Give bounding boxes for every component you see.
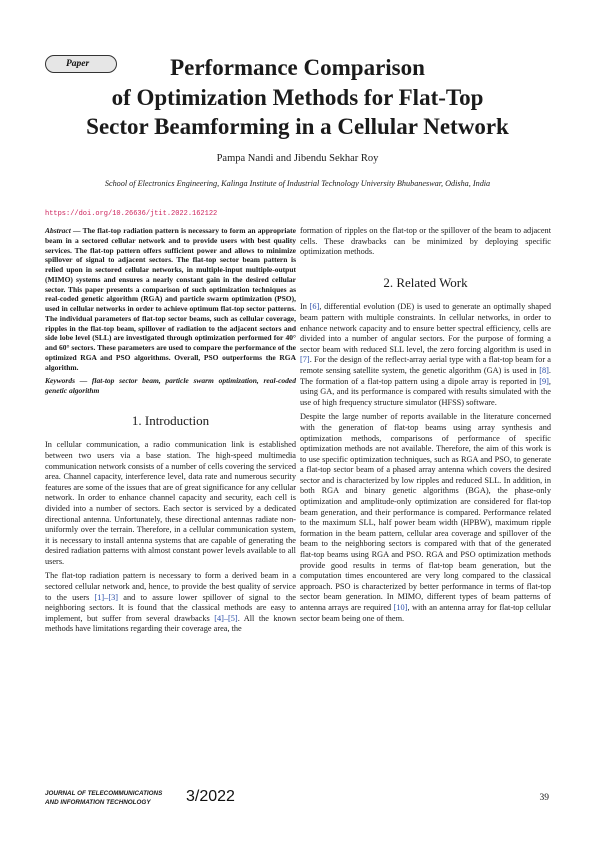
affiliation: School of Electronics Engineering, Kalinga Institute of Industrial Technology University Bhubaneswar, Odisha, India [104, 179, 491, 188]
citation-link[interactable]: [7] [300, 355, 310, 365]
citation-link[interactable]: [8] [539, 365, 549, 375]
keywords: Keywords — flat-top sector beam, particle swarm optimization, real-coded genetic algorithm [45, 376, 296, 395]
doi-link[interactable]: https://doi.org/10.26636/jtit.2022.162122 [45, 210, 218, 218]
abstract-lead: Abstract [45, 226, 71, 235]
title-line: of Optimization Methods for Flat-Top [111, 84, 484, 110]
citation-link[interactable]: [6] [309, 302, 320, 312]
title-line: Sector Beamforming in a Cellular Network [86, 114, 509, 139]
abstract-text: — The flat-top radiation pattern is necessary to form an appropriate beam in a sectored cellular network and to provide users with best quality services. The flat-top pattern offers sufficient power and allows to minimize spillover of signal to adjacent sectors. The flat-top sector beam pattern is relied upon in sectored cellular networks, in multiple-input multiple-output (MIMO) systems and ensures a nearly constant gain in the desired cellular sector. This paper presents a comparison of such optimization techniques as real-coded genetic algorithm (RGA) and particle swarm optimization (PSO), used in cellular networks in order to achieve optimum flat-top sector patterns. The individual parameters of flat-top sector beams, such as cellular coverage, ripples in the flat-top beam, spillover of radiation to the adjacent sectors and side lobe level (SLL) are investigated through optimization performed for 40° and 60° sectors. These parameters are used to compare the performance of the optimized RGA and PSO algorithms. Overall, PSO outperforms the RGA algorithm. [45, 226, 296, 372]
paper-type-badge: Paper [45, 55, 117, 73]
title-line: Performance Comparison [170, 55, 425, 80]
abstract [45, 226, 296, 372]
paper-title [60, 53, 535, 142]
section-heading-introduction: 1. Introduction [131, 412, 210, 428]
paragraph: The flat-top radiation pattern is necessary to form a derived beam in a sectored cellular network and, hence, to provide the best quality of service to the users [1]–[3] and to assure lower spillover of signal to the neighboring sectors. It is found that the classical methods are easy to implement, but suffer from several drawbacks [4]–[5]. All the known methods have limitations regarding their coverage area, the [45, 571, 296, 634]
citation-link[interactable]: [10] [393, 603, 408, 612]
citation-link[interactable]: [4]–[5] [214, 613, 238, 623]
citation-link[interactable]: [1]–[3] [94, 592, 118, 602]
paragraph: formation of ripples on the flat-top or the spillover of the beam to adjacent cells. These drawbacks can be minimized by deploying specific optimization methods. [300, 226, 551, 257]
page-number: 39 [539, 793, 549, 803]
citation-link[interactable]: [9] [539, 376, 549, 386]
issue-number: 3/2022 [186, 788, 235, 805]
left-column [45, 226, 296, 639]
section-heading-related-work: 2. Related Work [383, 274, 468, 290]
right-column [300, 226, 551, 628]
paragraph: In cellular communication, a radio communication link is established between two users via a base station. The high-speed multimedia communication network consists of a number of cells covering the serviced area. Channel capacity, interference level, data rate and numerous security features are some of the issues that are of great significance for any cellular network. In order to enhance channel capacity and security, each cell is divided into a number of sectors. Each sector is serviced by a dedicated directional antenna. Unfortunately, these directional antennas radiate non-uniformly over the terrain. Therefore, in a cellular communication system, it is necessary to install antenna systems that are capable of generating the desired radiation patterns with almost constant power levels available to all users. [45, 440, 296, 566]
authors: Pampa Nandi and Jibendu Sekhar Roy [216, 153, 379, 164]
paragraph: Despite the large number of reports available in the literature concerned with the generation of flat-top beams using array synthesis and optimization methods, comparisons of performance of specific optimization methods are not available. Therefore, the aim of this work is to use specific optimization techniques, such as RGA and PSO, to generate a flat-top sector beam of a phased array antenna which covers the desired sector and is characterized by low ripples and reduced SLL. In addition, in both RGA and binary genetic algorithms (BGA), the phase-only optimization and amplitude-only optimization are considered for flat-top beam generation, and their performance is compared. Performance related to the maximum SLL, half power beam width (HPBW), maximum ripple formation in the beam pattern, cellular area coverage and spillover of the beam to the neighboring sectors is compared with that of the generated flat-top beams using RGA and PSO. RGA and PSO optimization methods provide good results in terms of flat-top beam generation, but the computation times encountered are very long compared to the classical approach. PSO is characterized by better performance in terms of flat-top sector beam generation. In MIMO, different types of beam patterns of antenna arrays are required [10], with an antenna array for flat-top cellular sector beam being one of them. [300, 412, 551, 623]
journal-name: JOURNAL OF TELECOMMUNICATIONS AND INFORMATION TECHNOLOGY [45, 790, 163, 806]
paragraph: In [6], differential evolution (DE) is used to generate an optimally shaped beam pattern with multiple constraints. In cellular networks, in order to enhance network capacity and to ensure better spectral efficiency, cells are divided into a number of angular sectors. For the purpose of forming a sector beam with reduced SLL level, the zero forcing algorithm is used in [7]. For the design of the reflect-array aerial type with a flat-top beam for a remote sensing satellite system, the genetic algorithm (GA) is used in [8]. The formation of a flat-top pattern using a dipole array is reported in [9], using GA, and its performance is compared with results simulated with the use of high frequency structure simulator (HFSS) software. [300, 302, 551, 407]
